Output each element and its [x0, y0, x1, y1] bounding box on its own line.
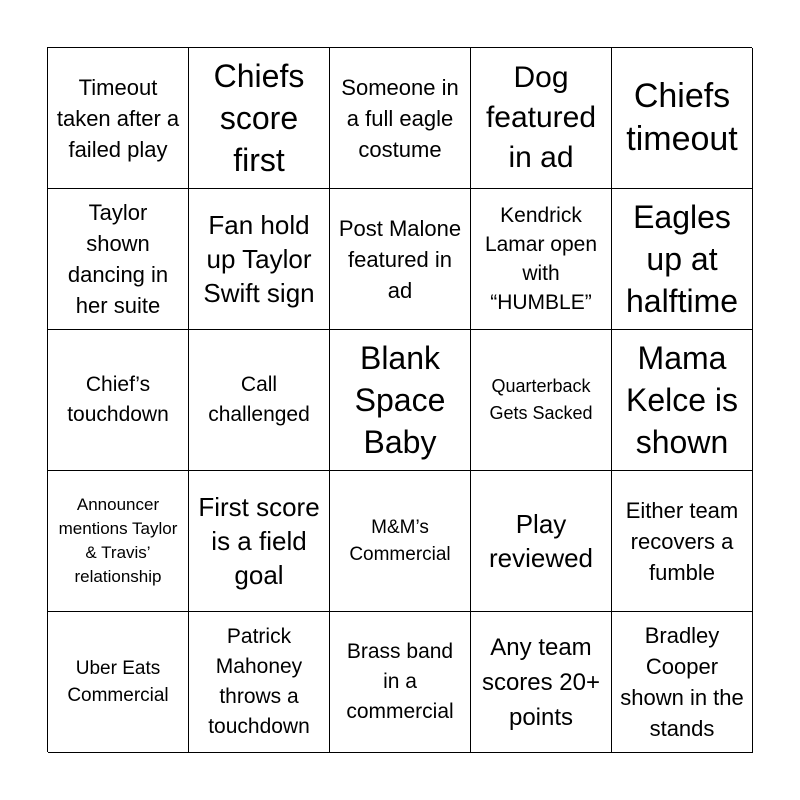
bingo-cell[interactable] — [189, 189, 330, 330]
bingo-cell[interactable] — [612, 48, 753, 189]
cell-text: Eagles up at halftime — [625, 199, 739, 319]
bingo-cell[interactable] — [48, 471, 189, 612]
bingo-cell[interactable] — [48, 330, 189, 471]
cell-text: M&M’s Commercial — [349, 517, 451, 565]
bingo-cell[interactable] — [612, 330, 753, 471]
bingo-cell[interactable] — [330, 612, 471, 753]
cell-text: Mama Kelce is shown — [625, 340, 739, 460]
bingo-cell[interactable] — [189, 612, 330, 753]
bingo-cell[interactable] — [48, 48, 189, 189]
cell-text: Any team scores 20+ points — [481, 633, 601, 731]
bingo-cell[interactable] — [471, 471, 612, 612]
bingo-cell[interactable] — [189, 48, 330, 189]
bingo-cell[interactable] — [471, 330, 612, 471]
bingo-cell[interactable] — [330, 189, 471, 330]
bingo-cell[interactable] — [189, 330, 330, 471]
bingo-cell[interactable] — [612, 471, 753, 612]
bingo-cell[interactable] — [330, 471, 471, 612]
cell-text: Uber Eats Commercial — [67, 658, 169, 706]
bingo-board — [47, 47, 752, 752]
cell-text: Taylor shown dancing in her suite — [67, 200, 169, 318]
cell-text: Chiefs score first — [213, 58, 305, 178]
cell-text: Post Malone featured in ad — [338, 215, 462, 303]
cell-text: Call challenged — [208, 373, 310, 426]
bingo-cell[interactable] — [471, 612, 612, 753]
bingo-cell[interactable] — [612, 189, 753, 330]
cell-text: Dog featured in ad — [485, 61, 597, 174]
cell-text: Blank Space Baby — [354, 340, 446, 460]
bingo-cell[interactable] — [612, 612, 753, 753]
cell-text: Kendrick Lamar open with “HUMBLE” — [484, 204, 598, 314]
cell-text: Chiefs timeout — [626, 77, 738, 158]
bingo-cell[interactable] — [471, 189, 612, 330]
cell-text: First score is a field goal — [198, 492, 320, 590]
cell-text: Either team recovers a fumble — [625, 497, 739, 585]
cell-text: Patrick Mahoney throws a touchdown — [208, 625, 310, 738]
cell-text: Someone in a full eagle costume — [341, 74, 459, 162]
bingo-cell[interactable] — [48, 189, 189, 330]
cell-text: Brass band in a commercial — [346, 640, 454, 723]
bingo-cell[interactable] — [471, 48, 612, 189]
cell-text: Bradley Cooper shown in the stands — [620, 623, 744, 741]
cell-text: Announcer mentions Taylor & Travis’ relationship — [58, 495, 178, 586]
cell-text: Fan hold up Taylor Swift sign — [203, 210, 315, 308]
bingo-cell[interactable] — [330, 330, 471, 471]
bingo-cell[interactable] — [189, 471, 330, 612]
bingo-cell[interactable] — [48, 612, 189, 753]
cell-text: Chief’s touchdown — [67, 373, 169, 426]
cell-text: Quarterback Gets Sacked — [489, 376, 593, 423]
cell-text: Timeout taken after a failed play — [56, 74, 180, 162]
bingo-cell[interactable] — [330, 48, 471, 189]
cell-text: Play reviewed — [488, 509, 594, 573]
